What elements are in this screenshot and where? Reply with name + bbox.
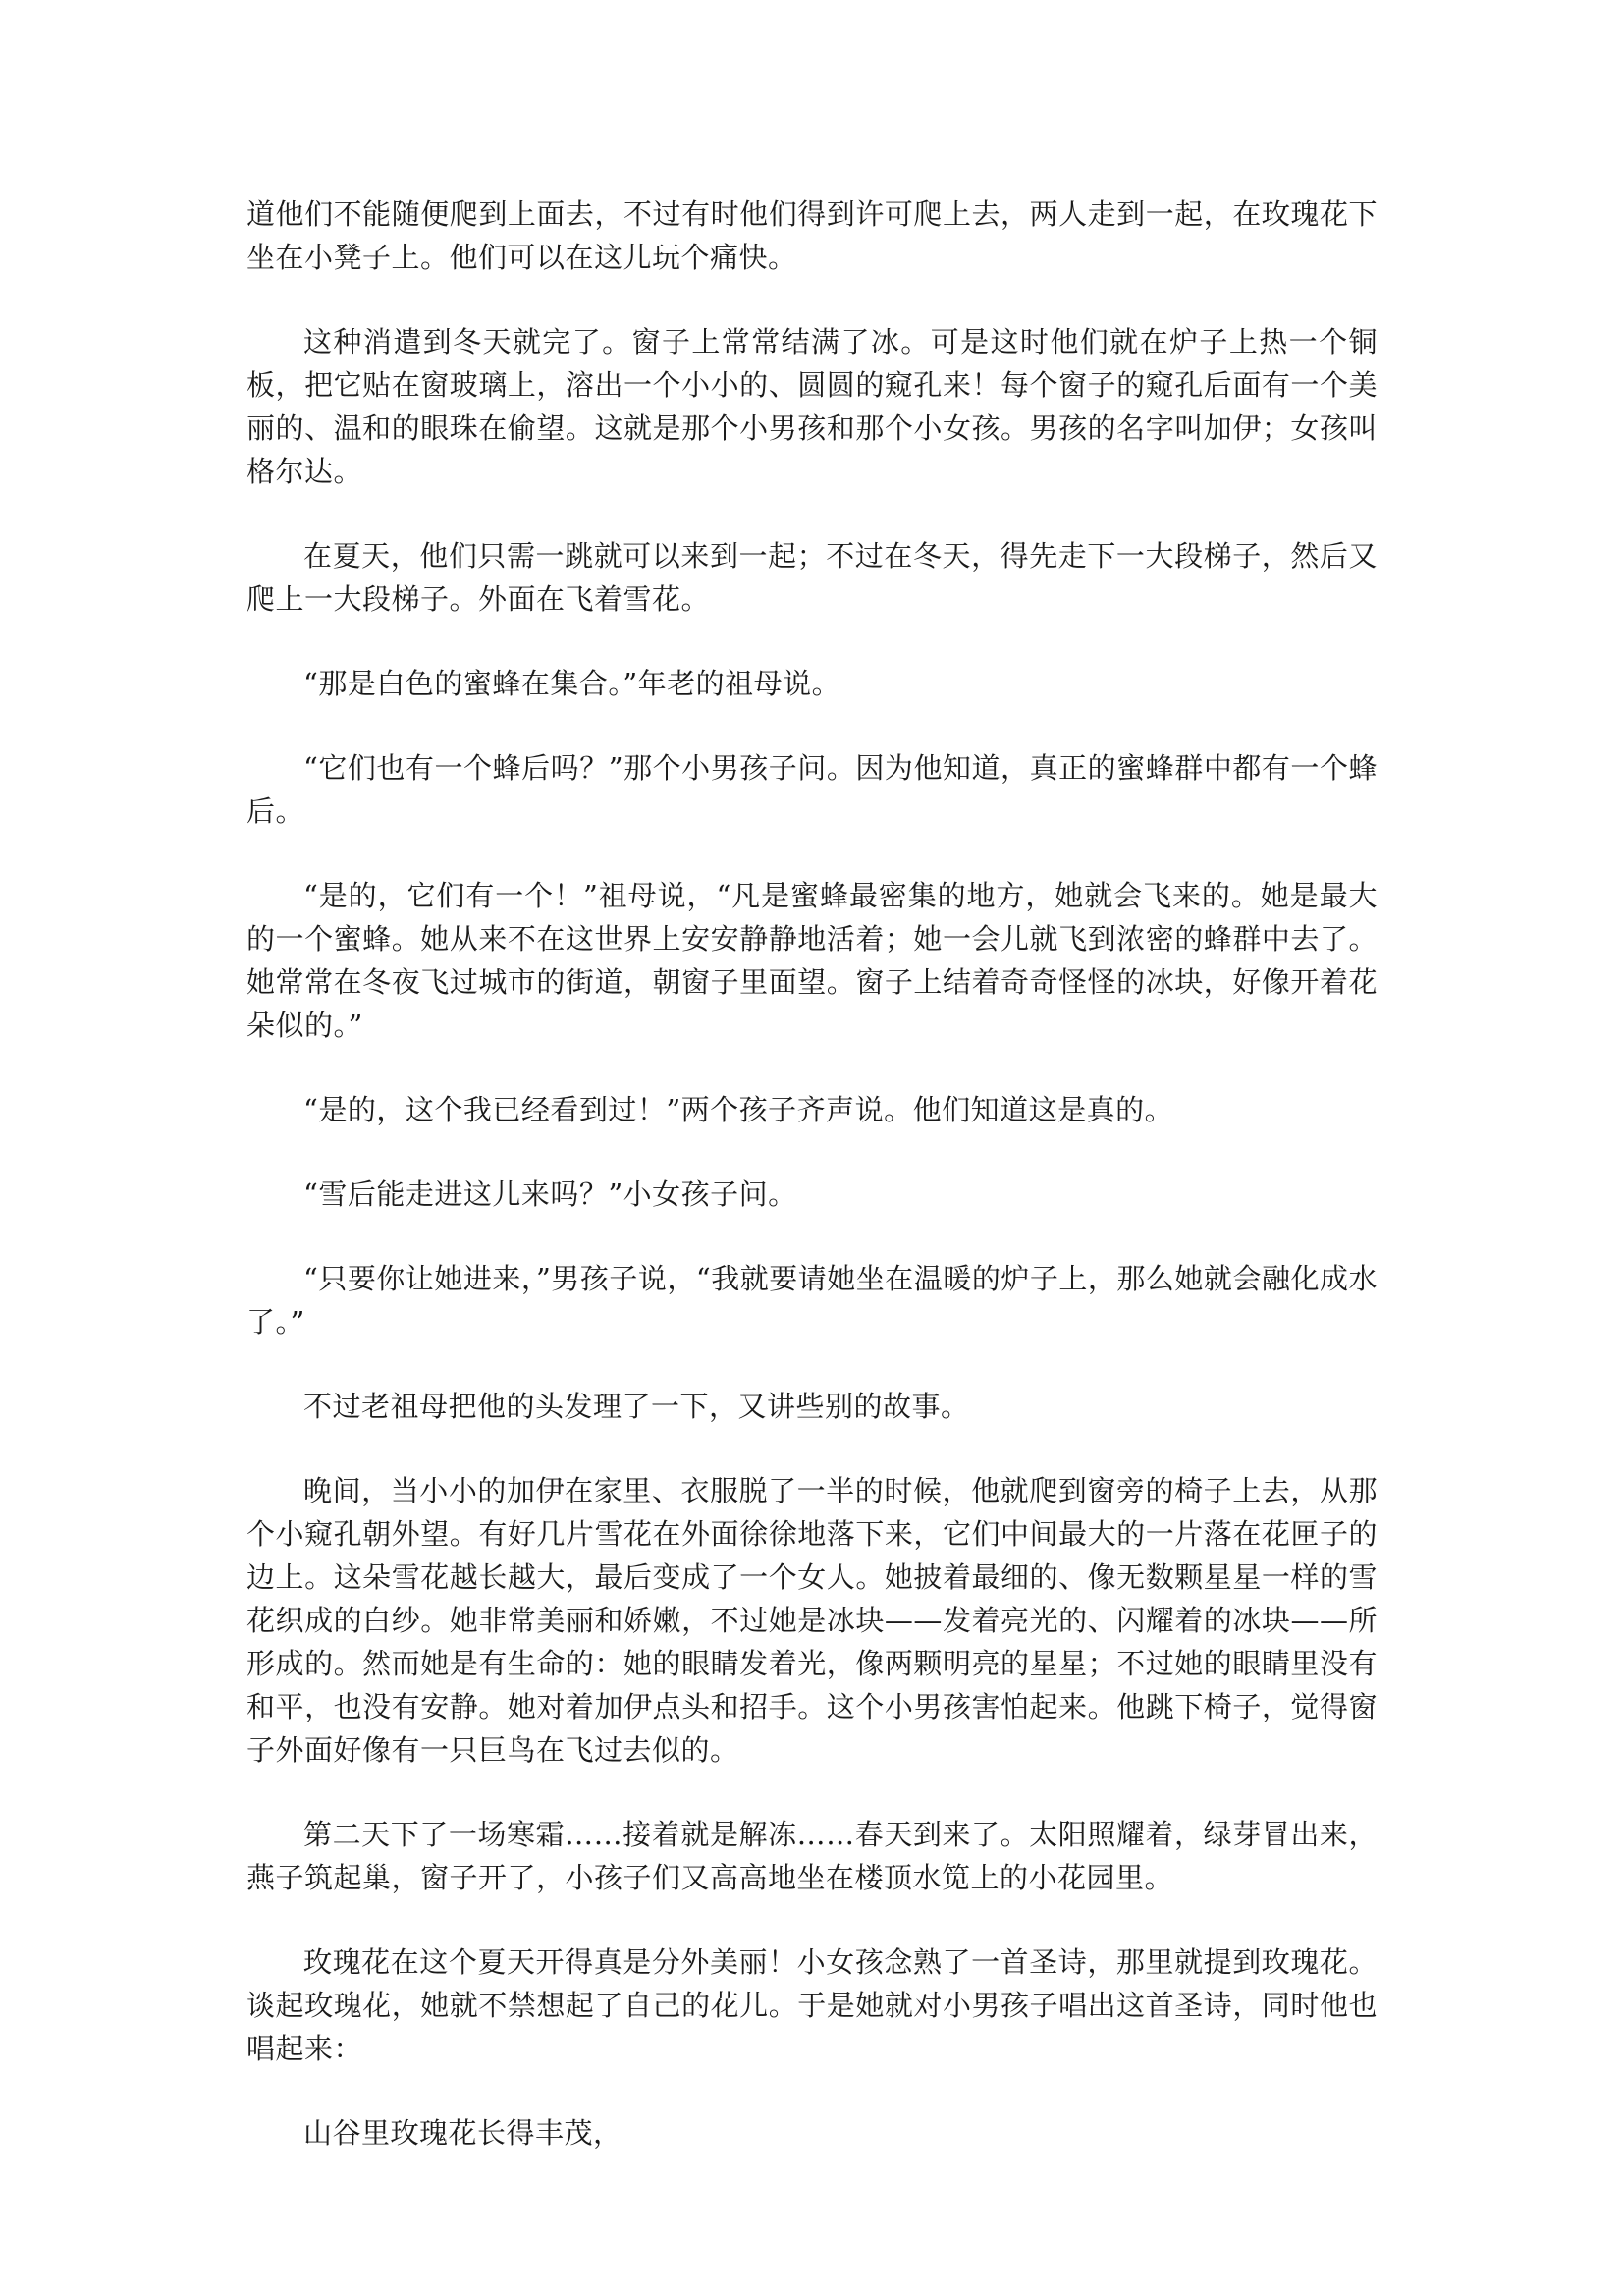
paragraph-1: 道他们不能随便爬到上面去，不过有时他们得到许可爬上去，两人走到一起，在玫瑰花下坐在小凳子上。他们可以在这儿玩个痛快。: [246, 197, 1378, 274]
paragraph-3: 在夏天，他们只需一跳就可以来到一起；不过在冬天，得先走下一大段梯子，然后又爬上一大段梯子。外面在飞着雪花。: [246, 539, 1378, 616]
paragraph-12: 第二天下了一场寒霜……接着就是解冻……春天到来了。太阳照耀着，绿芽冒出来，燕子筑起巢，窗子开了，小孩子们又高高地坐在楼顶水笕上的小花园里。: [246, 1818, 1378, 1894]
paragraph-13: 玫瑰花在这个夏天开得真是分外美丽！小女孩念熟了一首圣诗，那里就提到玫瑰花。谈起玫瑰花，她就不禁想起了自己的花儿。于是她就对小男孩子唱出这首圣诗，同时他也唱起来：: [246, 1945, 1378, 2065]
document-page: [246, 192, 1378, 2196]
paragraph-4: “那是白色的蜜蜂在集合。”年老的祖母说。: [303, 667, 841, 700]
paragraph-6: “是的，它们有一个！”祖母说，“凡是蜜蜂最密集的地方，她就会飞来的。她是最大的一个蜜蜂。她从来不在这世界上安安静静地活着；她一会儿就飞到浓密的蜂群中去了。她常常在冬夜飞过城市的街道，朝窗子里面望。窗子上结着奇奇怪怪的冰块，好像开着花朵似的。”: [246, 879, 1378, 1042]
paragraph-14: 山谷里玫瑰花长得丰茂，: [303, 2116, 622, 2150]
paragraph-9: “只要你让她进来，”男孩子说，“我就要请她坐在温暖的炉子上，那么她就会融化成水了。”: [246, 1262, 1378, 1339]
paragraph-7: “是的，这个我已经看到过！”两个孩子齐声说。他们知道这是真的。: [303, 1093, 1174, 1126]
paragraph-5: “它们也有一个蜂后吗？”那个小男孩子问。因为他知道，真正的蜜蜂群中都有一个蜂后。: [246, 751, 1378, 828]
paragraph-11: 晚间，当小小的加伊在家里、衣服脱了一半的时候，他就爬到窗旁的椅子上去，从那个小窥孔朝外望。有好几片雪花在外面徐徐地落下来，它们中间最大的一片落在花匣子的边上。这朵雪花越长越大，最后变成了一个女人。她披着最细的、像无数颗星星一样的雪花织成的白纱。她非常美丽和娇嫩，不过她是冰块——发着亮光的、闪耀着的冰块——所形成的。然而她是有生命的：她的眼睛发着光，像两颗明亮的星星；不过她的眼睛里没有和平，也没有安静。她对着加伊点头和招手。这个小男孩害怕起来。他跳下椅子，觉得窗子外面好像有一只巨鸟在飞过去似的。: [246, 1474, 1378, 1767]
paragraph-2: 这种消遣到冬天就完了。窗子上常常结满了冰。可是这时他们就在炉子上热一个铜板，把它贴在窗玻璃上，溶出一个小小的、圆圆的窥孔来！每个窗子的窥孔后面有一个美丽的、温和的眼珠在偷望。这就是那个小男孩和那个小女孩。男孩的名字叫加伊；女孩叫格尔达。: [246, 325, 1378, 488]
paragraph-8: “雪后能走进这儿来吗？”小女孩子问。: [303, 1177, 797, 1211]
paragraph-10: 不过老祖母把他的头发理了一下，又讲些别的故事。: [303, 1390, 970, 1423]
